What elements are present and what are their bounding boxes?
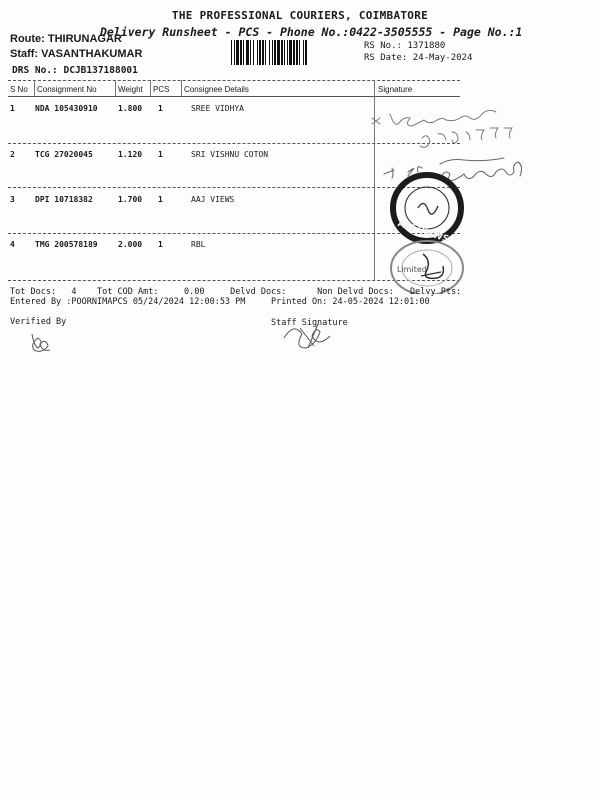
non-delvd-docs-label: Non Delvd Docs: xyxy=(317,287,394,297)
col-divider xyxy=(150,80,151,96)
route-label: Route: xyxy=(10,33,45,45)
staff-signature-label: Staff Signature xyxy=(271,318,348,328)
printed-on: Printed On: 24-05-2024 12:01:00 xyxy=(271,297,430,307)
rs-date-label: RS Date: xyxy=(364,53,408,63)
row-consignment: TCG 27020045 xyxy=(35,150,93,159)
drs-label: DRS No.: xyxy=(12,65,58,76)
rs-no-label: RS No.: xyxy=(364,41,402,51)
rs-no-value: 1371880 xyxy=(407,41,446,51)
row-consignment: TMG 200578189 xyxy=(35,240,98,249)
totals-line xyxy=(10,287,394,297)
col-header-consignee: Consignee Details xyxy=(184,85,249,94)
delvd-docs-label: Delvd Docs: xyxy=(230,287,287,297)
staff-line xyxy=(10,48,142,60)
col-header-signature: Signature xyxy=(378,85,413,94)
row-sno: 2 xyxy=(10,150,15,159)
col-header-sno: S No xyxy=(10,85,28,94)
rs-date-value: 24-May-2024 xyxy=(412,53,473,63)
tot-cod-value: 0.00 xyxy=(184,287,205,297)
route-value: THIRUNAGAR xyxy=(47,33,122,45)
row-consignee: SREE VIDHYA xyxy=(191,104,244,113)
rs-no-line xyxy=(364,41,445,51)
document-subtitle: Delivery Runsheet - PCS - Phone No.:0422-3505555 - Page No.:1 xyxy=(100,25,523,39)
row-weight: 2.000 xyxy=(118,240,143,249)
staff-label: Staff: xyxy=(10,48,39,60)
document-title: THE PROFESSIONAL COURIERS, COIMBATORE xyxy=(171,9,429,22)
row-weight: 1.120 xyxy=(118,150,143,159)
rs-date-line xyxy=(364,53,472,63)
rubber-stamp-limited xyxy=(383,234,475,294)
col-divider xyxy=(181,80,182,96)
row-weight: 1.800 xyxy=(118,104,143,113)
col-header-consignment: Consignment No xyxy=(37,85,97,94)
row-pcs: 1 xyxy=(158,150,163,159)
col-header-weight: Weight xyxy=(118,85,143,94)
row-pcs: 1 xyxy=(158,104,163,113)
row-consignment: DPI 10718382 xyxy=(35,195,93,204)
row-sno: 4 xyxy=(10,240,15,249)
table-top-border xyxy=(8,80,460,81)
barcode xyxy=(231,40,358,65)
staff-signature xyxy=(278,318,338,354)
route-line xyxy=(10,33,122,45)
row-consignee: AAJ VIEWS xyxy=(191,195,235,204)
stamp-text: AAJ VIEWS xyxy=(396,218,450,245)
row-consignment: NDA 105430910 xyxy=(35,104,98,113)
delvy-pts-label: Delvy Pts: xyxy=(410,287,462,297)
staff-value: VASANTHAKUMAR xyxy=(41,48,143,60)
tot-docs-value: 4 xyxy=(71,287,77,297)
verifier-signature xyxy=(26,328,56,358)
row-pcs: 1 xyxy=(158,240,163,249)
drs-line xyxy=(12,65,138,76)
col-divider xyxy=(34,80,35,96)
entered-by: Entered By :POORNIMAPCS 05/24/2024 12:00:53 PM xyxy=(10,297,246,307)
row-sno: 1 xyxy=(10,104,15,113)
drs-value: DCJB137188001 xyxy=(63,65,138,76)
stamp-text: Limited xyxy=(397,265,427,274)
row-consignee: SRI VISHNU COTON xyxy=(191,150,269,159)
row-weight: 1.700 xyxy=(118,195,143,204)
row-consignee: RBL xyxy=(191,240,206,249)
tot-cod-label: Tot COD Amt: xyxy=(97,287,159,297)
tot-docs-label: Tot Docs: xyxy=(10,287,57,297)
verified-by-label: Verified By xyxy=(10,317,67,327)
row-sno: 3 xyxy=(10,195,15,204)
col-header-pcs: PCS xyxy=(153,85,170,94)
row-pcs: 1 xyxy=(158,195,163,204)
col-divider xyxy=(115,80,116,96)
